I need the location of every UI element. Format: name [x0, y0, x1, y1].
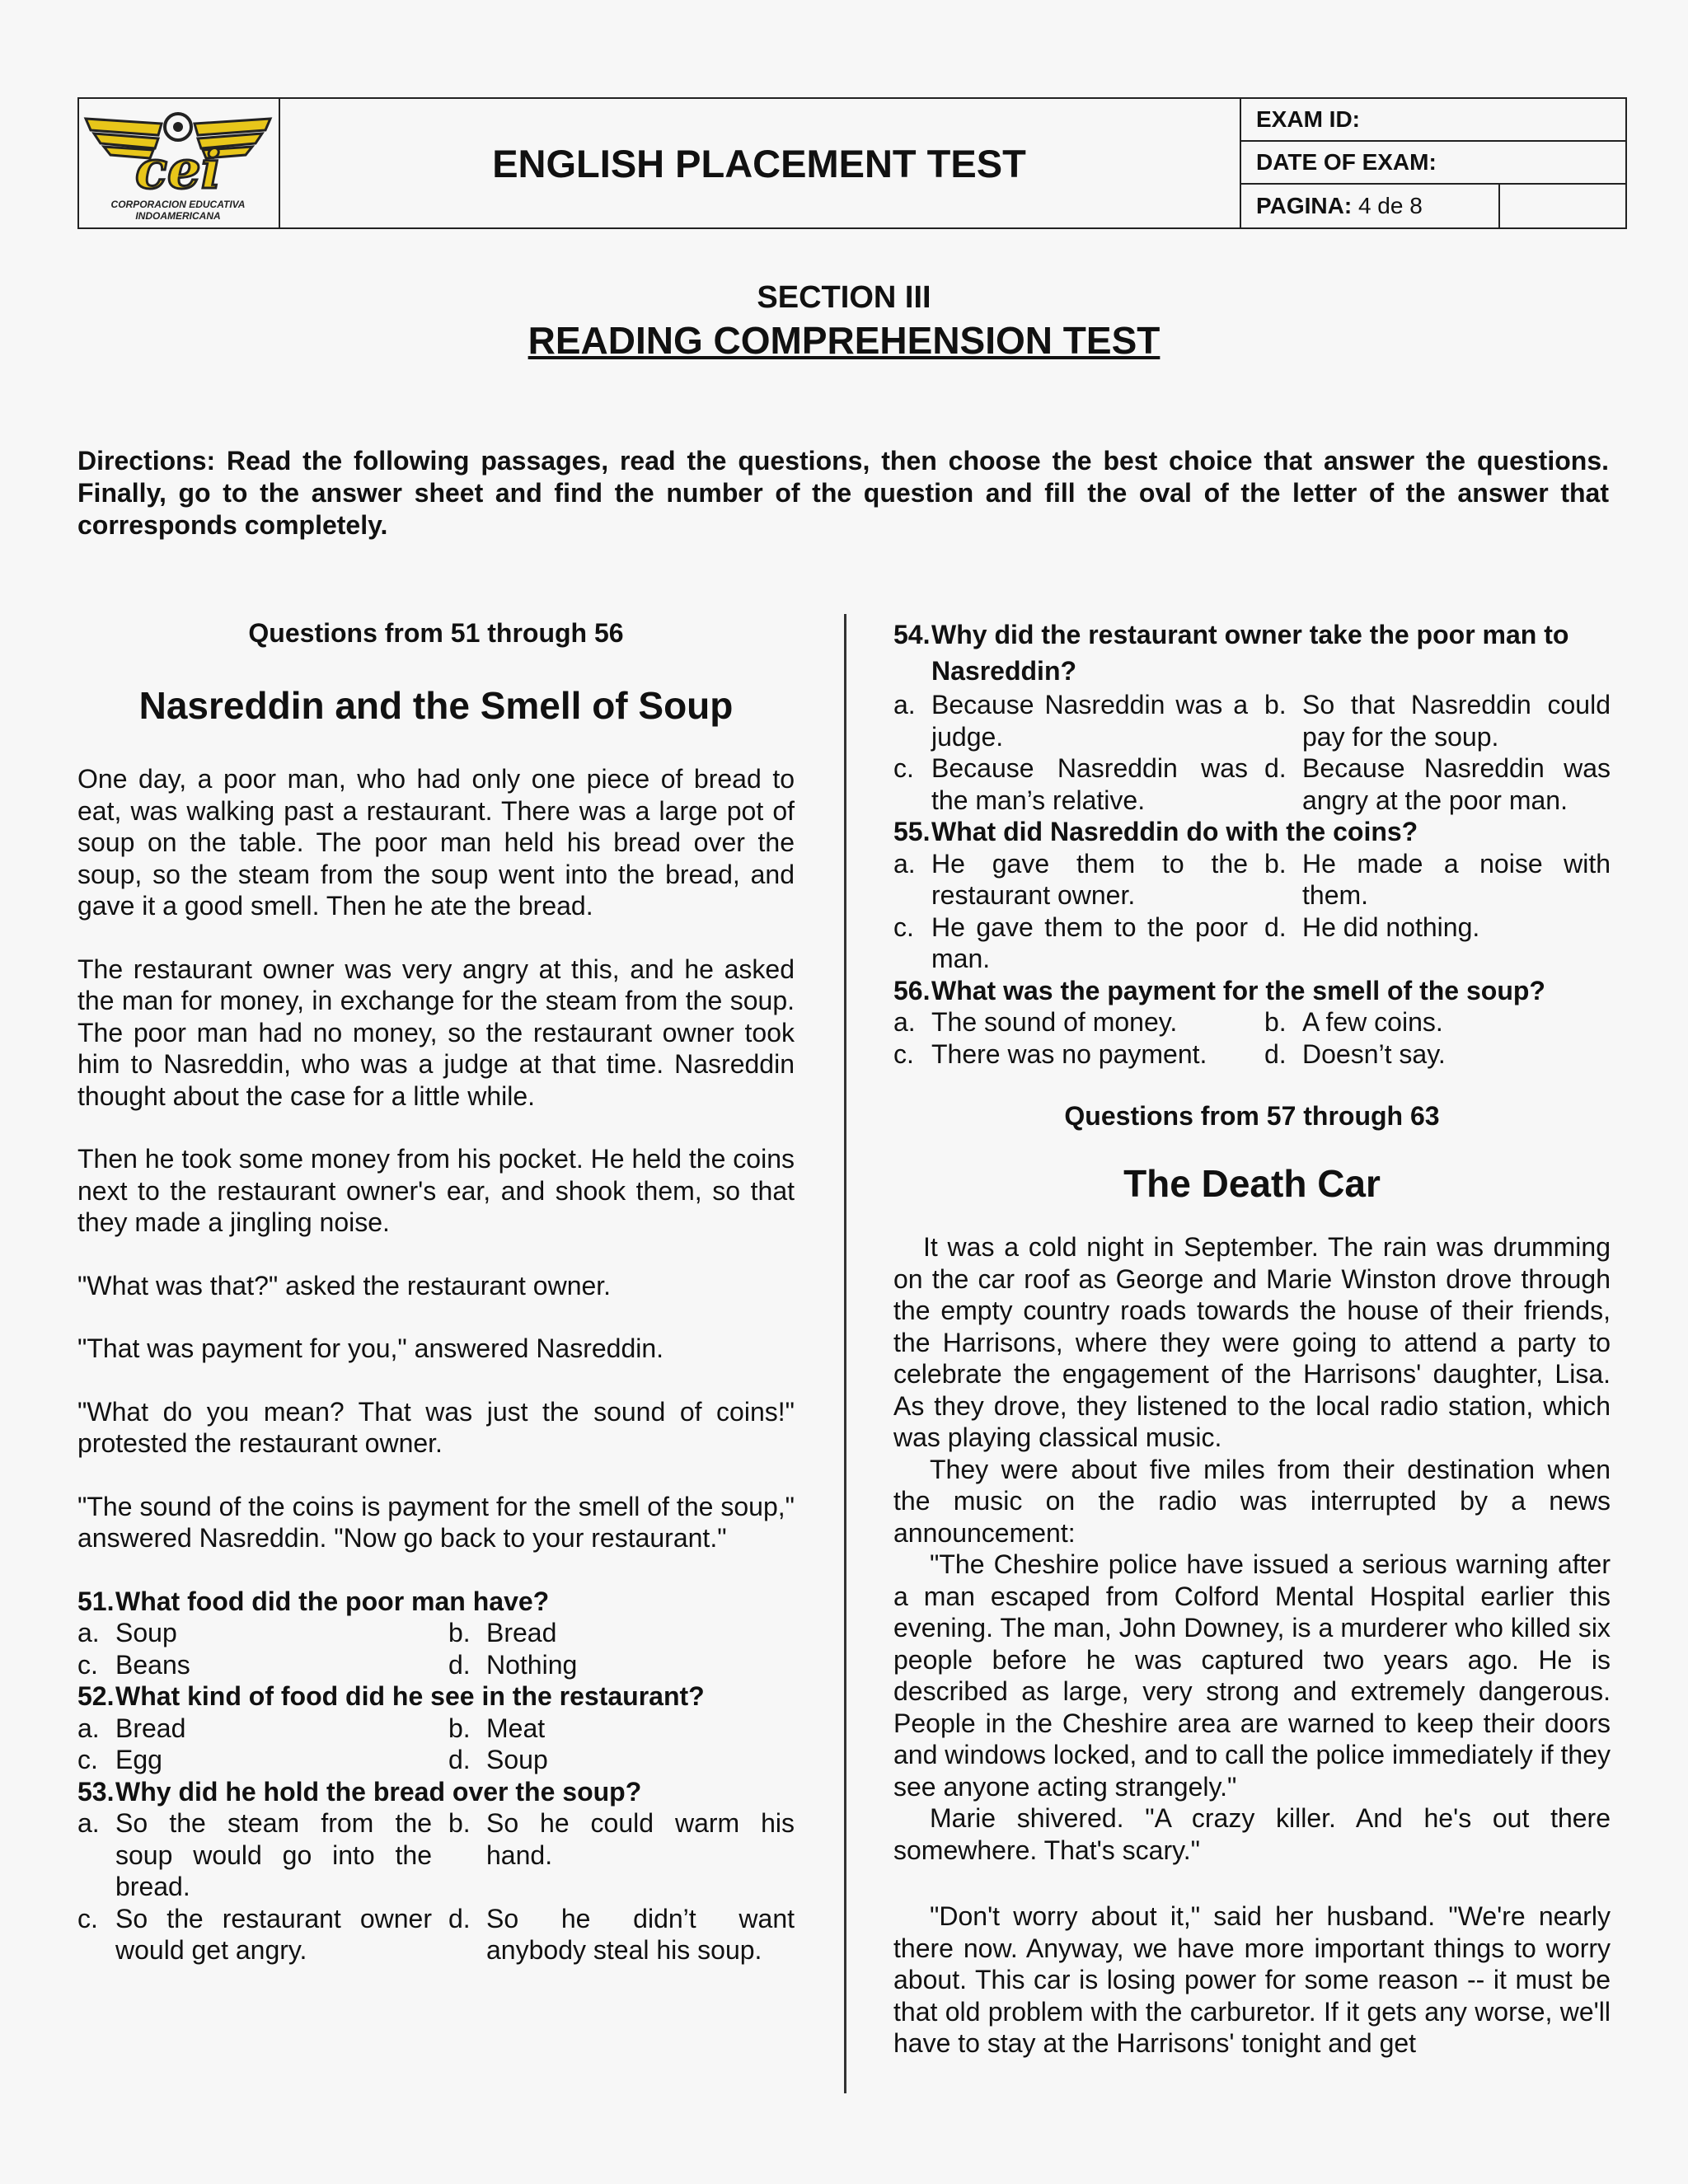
option-letter: a. — [893, 690, 916, 719]
date-label: DATE OF EXAM: — [1256, 149, 1437, 175]
passage-paragraph: They were about five miles from their destination when the music on the radio was interrupted by a news announcement: — [893, 1454, 1611, 1548]
options-54 — [893, 689, 1611, 816]
option-d[interactable] — [1264, 752, 1611, 816]
question-text: What food did the poor man have? — [115, 1586, 550, 1616]
option-text: A few coins. — [1302, 1007, 1443, 1037]
question-text: Why did the restaurant owner take the poor man to Nasreddin? — [931, 620, 1569, 686]
page-label: PAGINA: — [1256, 193, 1353, 218]
question-52 — [77, 1680, 795, 1713]
option-letter: d. — [448, 1903, 471, 1933]
question-range-2: Questions from 57 through 63 — [1064, 1101, 1440, 1131]
option-text: So the steam from the soup would go into the bread. — [115, 1808, 432, 1901]
svg-text:cei: cei — [135, 139, 221, 201]
page-cell-divider — [1498, 185, 1500, 227]
options-53 — [77, 1807, 795, 1966]
right-column — [893, 616, 1611, 2060]
option-a[interactable] — [77, 1713, 448, 1745]
option-b[interactable] — [448, 1617, 795, 1649]
question-number: 55. — [893, 817, 931, 846]
question-number: 54. — [893, 620, 931, 649]
option-letter: c. — [893, 912, 914, 942]
question-number: 52. — [77, 1681, 115, 1711]
question-range-1: Questions from 51 through 56 — [248, 618, 624, 648]
section-title: READING COMPREHENSION TEST — [528, 319, 1160, 362]
exam-meta — [1241, 99, 1625, 227]
option-b[interactable] — [448, 1713, 795, 1745]
option-text: There was no payment. — [931, 1038, 1207, 1069]
question-text: What kind of food did he see in the restaurant? — [115, 1681, 705, 1711]
question-56 — [893, 975, 1611, 1007]
question-54 — [893, 616, 1611, 689]
question-55 — [893, 816, 1611, 848]
option-c[interactable] — [77, 1903, 448, 1966]
option-letter: b. — [1264, 690, 1287, 719]
option-letter: d. — [1264, 912, 1287, 942]
option-letter: c. — [893, 753, 914, 783]
option-text: The sound of money. — [931, 1007, 1178, 1037]
option-letter: b. — [448, 1808, 471, 1838]
option-text: So that Nasreddin could pay for the soup. — [1302, 690, 1611, 752]
option-letter: c. — [77, 1649, 98, 1680]
option-letter: b. — [448, 1713, 471, 1743]
svg-text:INDOAMERICANA: INDOAMERICANA — [135, 210, 221, 222]
passage-paragraph: "The Cheshire police have issued a serious warning after a man escaped from Colford Mental Hospital earlier this evening. The man, John Downey, is a murderer who killed six people before he was captured two years ago. He is described as large, very strong and extremely dangerous. People in the Cheshire area are warned to keep their doors and windows locked, and to call the police immediately if they see anyone acting strangely." — [893, 1549, 1611, 1802]
option-a[interactable] — [77, 1617, 448, 1649]
passage-paragraph: The restaurant owner was very angry at this, and he asked the man for money, in exchange for the steam from the soup. The poor man had no money, so the restaurant owner took him to Nasreddin, who was a judge at that time. Nasreddin thought about the case for a little while. — [77, 954, 795, 1111]
option-letter: c. — [77, 1745, 98, 1774]
school-logo — [79, 99, 277, 227]
option-text: Egg — [115, 1745, 162, 1774]
option-b[interactable] — [448, 1807, 795, 1903]
option-c[interactable] — [893, 1038, 1264, 1071]
option-a[interactable] — [893, 689, 1264, 752]
title-cell — [279, 99, 1241, 227]
question-number: 53. — [77, 1776, 115, 1807]
options-55 — [893, 848, 1611, 975]
passage-paragraph: "Don't worry about it," said her husband. "We're nearly there now. Anyway, we have more important things to worry about. This car is losing power for some reason -- it must be that old problem with the carburetor. If it gets any worse, we'll have to stay at the Harrisons' tonight and get — [893, 1901, 1611, 2058]
page-row — [1241, 185, 1625, 227]
option-text: Bread — [486, 1618, 557, 1647]
option-text: Soup — [115, 1618, 177, 1647]
question-number: 51. — [77, 1586, 115, 1616]
option-a[interactable] — [77, 1807, 448, 1903]
option-letter: b. — [1264, 848, 1287, 879]
passage-paragraph: "The sound of the coins is payment for the smell of the soup," answered Nasreddin. "Now go back to your restaurant." — [77, 1491, 795, 1553]
passage-title-2: The Death Car — [1123, 1162, 1381, 1205]
option-letter: a. — [77, 1808, 100, 1838]
test-title: ENGLISH PLACEMENT TEST — [492, 141, 1026, 185]
passage-paragraph: It was a cold night in September. The rain was drumming on the car roof as George and Marie Winston drove through the empty country roads towards the house of their friends, the Harrisons, where they were going to attend a party to celebrate the engagement of the Harrisons' daughter, Lisa. As they drove, they listened to the local radio station, which was playing classical music. — [893, 1232, 1611, 1452]
option-letter: a. — [77, 1618, 100, 1647]
svg-text:CORPORACION EDUCATIVA: CORPORACION EDUCATIVA — [110, 199, 246, 210]
passage-paragraph: "What was that?" asked the restaurant owner. — [77, 1270, 612, 1301]
exam-header — [77, 97, 1627, 229]
option-letter: b. — [448, 1618, 471, 1647]
option-letter: d. — [1264, 753, 1287, 783]
page-value: 4 de 8 — [1357, 193, 1423, 218]
option-a[interactable] — [893, 1006, 1264, 1038]
question-text: Why did he hold the bread over the soup? — [115, 1776, 642, 1807]
question-text: What did Nasreddin do with the coins? — [931, 817, 1418, 846]
logo-cell — [79, 99, 280, 227]
option-letter: b. — [1264, 1007, 1287, 1037]
question-53 — [77, 1776, 795, 1808]
option-c[interactable] — [893, 752, 1264, 816]
options-56 — [893, 1006, 1611, 1070]
option-text: Because Nasreddin was angry at the poor man. — [1302, 753, 1611, 815]
option-text: He gave them to the poor man. — [931, 912, 1248, 973]
option-text: Because Nasreddin was a judge. — [931, 690, 1248, 752]
option-d[interactable] — [1264, 1038, 1611, 1071]
option-c[interactable] — [893, 912, 1264, 975]
option-d[interactable] — [448, 1649, 795, 1681]
option-letter: a. — [893, 1007, 916, 1037]
column-divider — [844, 614, 846, 2093]
options-52 — [77, 1713, 795, 1776]
option-letter: d. — [1264, 1038, 1287, 1069]
option-text: Meat — [486, 1713, 546, 1743]
option-letter: c. — [77, 1903, 98, 1933]
passage-paragraph: One day, a poor man, who had only one piece of bread to eat, was walking past a restaurant. There was a large pot of soup on the table. The poor man held his bread over the soup, so the steam from the soup went into the bread, and gave it a good smell. Then he ate the bread. — [77, 764, 795, 921]
option-text: Because Nasreddin was the man’s relative. — [931, 753, 1248, 815]
option-text: He did nothing. — [1302, 912, 1480, 942]
section-number: SECTION III — [757, 280, 931, 315]
directions: Directions: Read the following passages, read the questions, then choose the best choice that answer the questions. Finally, go to the answer sheet and find the number of the question and fill the oval of the letter of the answer that corresponds completely. — [77, 446, 1609, 540]
option-text: He gave them to the restaurant owner. — [931, 848, 1248, 910]
option-text: He made a noise with them. — [1302, 848, 1611, 910]
option-text: Bread — [115, 1713, 186, 1743]
option-d[interactable] — [448, 1744, 795, 1776]
option-letter: a. — [893, 848, 916, 879]
exam-id-row — [1241, 99, 1625, 142]
option-d[interactable] — [1264, 912, 1611, 975]
option-text: Soup — [486, 1745, 548, 1774]
question-number: 56. — [893, 975, 931, 1005]
option-text: Beans — [115, 1649, 190, 1680]
option-letter: d. — [448, 1745, 471, 1774]
option-text: So he could warm his hand. — [486, 1808, 795, 1870]
option-a[interactable] — [893, 848, 1264, 912]
passage-paragraph: "That was payment for you," answered Nasreddin. — [77, 1333, 664, 1363]
left-column — [77, 616, 795, 1966]
option-c[interactable] — [77, 1649, 448, 1681]
option-letter: a. — [77, 1713, 100, 1743]
passage-paragraph: "What do you mean? That was just the sound of coins!" protested the restaurant owner. — [77, 1396, 795, 1458]
option-b[interactable] — [1264, 848, 1611, 912]
options-51 — [77, 1617, 795, 1680]
question-51 — [77, 1586, 795, 1618]
date-row — [1241, 142, 1625, 185]
option-text: So he didn’t want anybody steal his soup. — [486, 1903, 795, 1965]
option-letter: d. — [448, 1649, 471, 1680]
passage-paragraph: Marie shivered. "A crazy killer. And he's out there somewhere. That's scary." — [893, 1803, 1611, 1865]
option-b[interactable] — [1264, 689, 1611, 752]
option-text: Nothing — [486, 1649, 578, 1680]
option-d[interactable] — [448, 1903, 795, 1966]
option-letter: c. — [893, 1038, 914, 1069]
option-text: So the restaurant owner would get angry. — [115, 1903, 432, 1965]
passage-paragraph: Then he took some money from his pocket. He held the coins next to the restaurant owner's ear, and shook them, so that they made a jingling noise. — [77, 1144, 795, 1237]
question-text: What was the payment for the smell of the soup? — [931, 975, 1545, 1005]
option-b[interactable] — [1264, 1006, 1611, 1038]
passage-title-1: Nasreddin and the Smell of Soup — [138, 684, 734, 727]
option-c[interactable] — [77, 1744, 448, 1776]
exam-id-label: EXAM ID: — [1256, 106, 1360, 132]
option-text: Doesn’t say. — [1302, 1038, 1446, 1069]
